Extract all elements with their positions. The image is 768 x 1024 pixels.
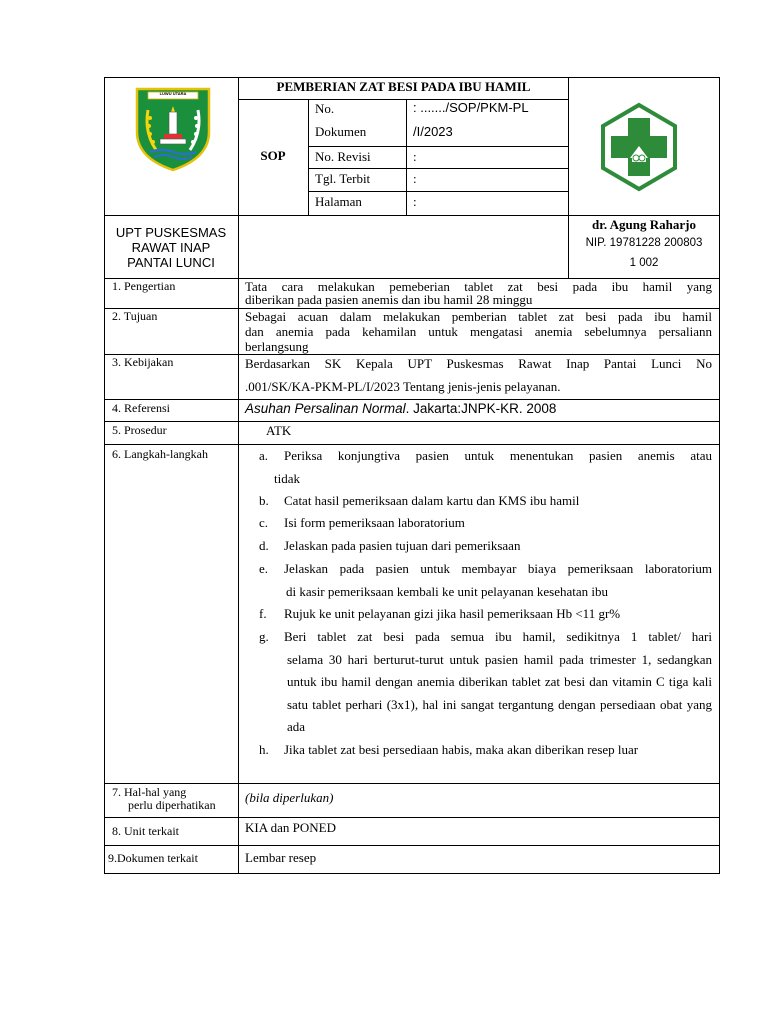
- step-d: [259, 535, 712, 558]
- step-g-line-1: Beri tablet zat besi pada semua ibu hamil, sedikitnya 1 tablet/ hari: [284, 629, 712, 644]
- document-title: PEMBERIAN ZAT BESI PADA IBU HAMIL: [276, 79, 531, 94]
- sop-label: SOP: [260, 148, 286, 163]
- step-h: [259, 739, 712, 762]
- regency-logo: [134, 86, 212, 172]
- kebijakan-line-2: .001/SK/KA-PKM-PL/I/2023 Tentang jenis-jenis pelayanan.: [245, 379, 561, 394]
- label-referensi: 4. Referensi: [112, 401, 170, 415]
- step-e: [259, 558, 712, 603]
- label-langkah: 6. Langkah-langkah: [112, 447, 208, 461]
- field-value-revisi: :: [413, 149, 417, 164]
- field-label-terbit: Tgl. Terbit: [315, 171, 371, 186]
- field-value-dokumen: /I/2023: [413, 124, 453, 139]
- step-d-marker: d.: [259, 538, 269, 553]
- label-hal-2: perlu diperhatikan: [128, 798, 216, 812]
- step-h-line-1: Jika tablet zat besi persediaan habis, maka akan diberikan resep luar: [284, 742, 639, 757]
- field-label-dokumen: Dokumen: [315, 124, 367, 139]
- label-dokumen: 9.Dokumen terkait: [108, 851, 198, 865]
- field-label-no: No.: [315, 101, 335, 116]
- pengertian-line-1: Tata cara melakukan pemeberian tablet zat besi pada ibu hamil yang: [245, 279, 712, 294]
- step-b: [259, 490, 712, 513]
- label-unit: 8. Unit terkait: [112, 824, 179, 838]
- field-value-terbit: :: [413, 171, 417, 186]
- field-value-no: : ......./SOP/PKM-PL: [413, 100, 529, 115]
- label-hal-1: 7. Hal-hal yang: [112, 785, 187, 799]
- field-value-halaman: :: [413, 194, 417, 209]
- label-tujuan: 2. Tujuan: [112, 309, 158, 323]
- logo-banner: LUWU UTARA: [159, 91, 187, 96]
- institution-line-1: UPT PUSKESMAS: [115, 225, 227, 240]
- step-e-rest: di kasir pemeriksaan kembali ke unit pelayanan kesehatan ibu: [286, 583, 608, 599]
- referensi-text: [245, 401, 556, 416]
- hal-value: (bila diperlukan): [245, 790, 334, 805]
- step-c-marker: c.: [259, 515, 269, 530]
- label-kebijakan: 3. Kebijakan: [112, 355, 174, 369]
- step-f: [259, 603, 712, 626]
- step-g-marker: g.: [259, 629, 269, 644]
- signer-nip: NIP. 19781228 200803: [585, 237, 703, 249]
- prosedur-value: ATK: [266, 423, 292, 438]
- step-f-line-1: Rujuk ke unit pelayanan gizi jika hasil pemeriksaan Hb <11 gr%: [284, 606, 621, 621]
- institution-line-3: PANTAI LUNCI: [127, 255, 215, 270]
- referensi-rest: . Jakarta:JNPK-KR. 2008: [405, 401, 557, 416]
- step-g-rest: selama 30 hari berturut-turut untuk pasien hamil pada trimester 1, sedangkan untuk ibu hamil dengan anemia diberikan tablet zat besi dan vitamin C tiga kali satu tablet perhari (3x1), hal ini sangat tergantung dengan persediaan obat yang ada: [287, 651, 712, 734]
- field-label-halaman: Halaman: [315, 194, 362, 209]
- step-c: [259, 512, 712, 535]
- step-e-line-1: Jelaskan pada pasien untuk membayar biaya pemeriksaan laboratorium: [284, 561, 712, 576]
- step-d-line-1: Jelaskan pada pasien tujuan dari pemeriksaan: [284, 538, 521, 553]
- step-h-marker: h.: [259, 742, 269, 757]
- tujuan-line-2: dan anemia pada kehamilan untuk mengatasi anemia sebelumnya persaliann: [245, 324, 712, 339]
- step-e-marker: e.: [259, 561, 269, 576]
- institution-line-2: RAWAT INAP: [131, 240, 211, 255]
- signer-nip-2: 1 002: [629, 257, 659, 269]
- tujuan-line-1: Sebagai acuan dalam melakukan pemberian tablet zat besi pada ibu hamil: [245, 309, 712, 324]
- tujuan-line-3: berlangsung: [245, 339, 309, 354]
- puskesmas-cross-icon: [594, 102, 684, 192]
- step-b-line-1: Catat hasil pemeriksaan dalam kartu dan KMS ibu hamil: [284, 493, 580, 508]
- unit-value: KIA dan PONED: [245, 820, 336, 835]
- step-c-line-1: Isi form pemeriksaan laboratorium: [284, 515, 465, 530]
- step-a-line-1: Periksa konjungtiva pasien untuk menentukan pasien anemis atau: [284, 448, 712, 463]
- label-pengertian: 1. Pengertian: [112, 279, 176, 293]
- step-g: [259, 626, 712, 739]
- step-a-marker: a.: [259, 448, 269, 463]
- referensi-title: Asuhan Persalinan Normal: [245, 401, 406, 416]
- kebijakan-line-1: Berdasarkan SK Kepala UPT Puskesmas Rawat Inap Pantai Lunci No: [245, 356, 712, 371]
- label-prosedur: 5. Prosedur: [112, 423, 167, 437]
- field-label-revisi: No. Revisi: [315, 149, 371, 164]
- pengertian-line-2: diberikan pada pasien anemis dan ibu hamil 28 minggu: [245, 292, 533, 307]
- step-a-rest: tidak: [274, 470, 300, 486]
- signer-name: dr. Agung Raharjo: [592, 217, 696, 232]
- step-f-marker: f.: [259, 606, 267, 621]
- step-a: [259, 445, 712, 490]
- institution-name: [104, 225, 238, 270]
- dokumen-value: Lembar resep: [245, 850, 317, 865]
- step-b-marker: b.: [259, 493, 269, 508]
